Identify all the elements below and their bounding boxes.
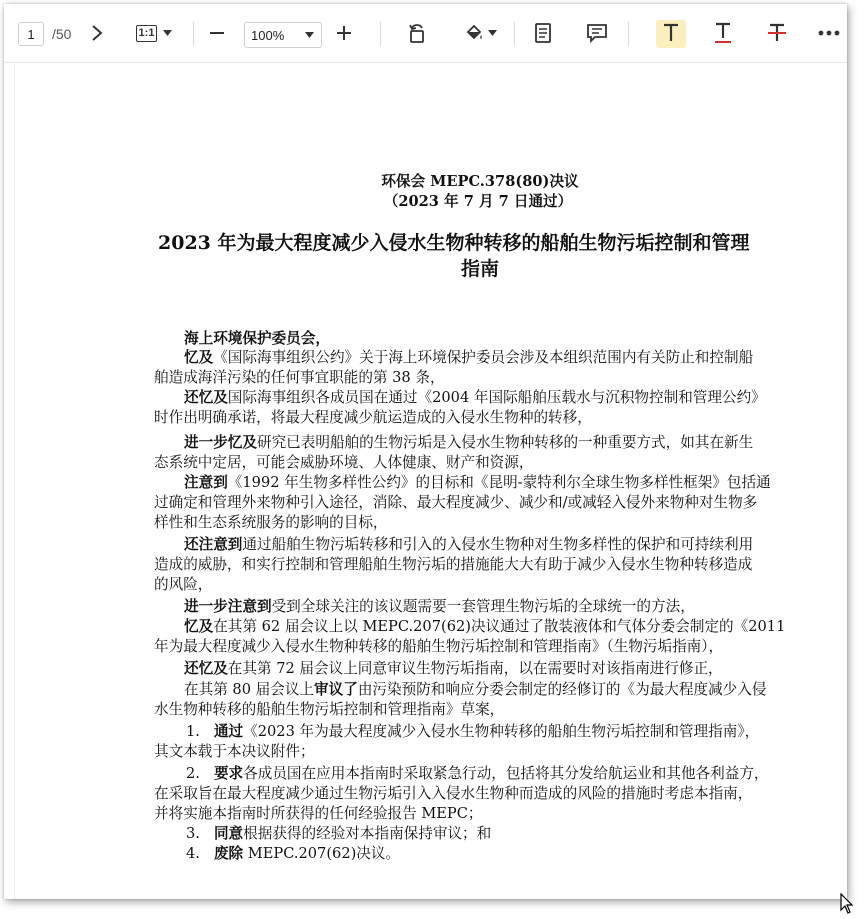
paragraph-line: 舶造成海洋污染的任何事宜职能的第 38 条，	[154, 369, 445, 386]
paragraph-lead: 忆及	[184, 618, 214, 635]
item-number: 3.	[186, 825, 200, 842]
numbered-item	[186, 764, 769, 784]
document-title: 2023 年为最大程度减少入侵水生物种转移的船舶生物污垢控制和管理	[158, 232, 750, 254]
numbered-item	[186, 844, 400, 864]
paragraph-line	[184, 473, 771, 493]
item-lead: 要求	[213, 765, 244, 782]
paragraph-lead: 审议了	[314, 681, 358, 698]
divider	[628, 22, 629, 46]
resolution-number: 环保会 MEPC.378(80)决议	[381, 173, 579, 190]
comment-icon[interactable]	[584, 18, 610, 48]
divider	[380, 22, 381, 46]
mouse-cursor-icon	[840, 893, 856, 915]
document-title-line2: 指南	[460, 258, 499, 280]
item-number: 2.	[186, 765, 200, 782]
zoom-value: 100%	[251, 27, 285, 43]
highlight-text-icon[interactable]	[658, 18, 684, 48]
paragraph-lead: 进一步注意到	[184, 598, 272, 615]
divider	[193, 22, 194, 46]
chevron-down-icon	[305, 32, 314, 38]
zoom-in-icon[interactable]	[331, 18, 357, 48]
more-icon[interactable]	[816, 18, 842, 48]
paragraph-lead: 还忆及	[184, 660, 228, 677]
zoom-select[interactable]	[244, 22, 322, 48]
toolbar	[4, 4, 847, 63]
fill-color-dropdown[interactable]	[458, 18, 502, 48]
paragraph-line	[184, 433, 753, 453]
underline-text-icon[interactable]	[710, 18, 736, 48]
paragraph-text: 在其第 80 届会议上	[184, 681, 315, 698]
paragraph-line	[184, 535, 753, 555]
paragraph-line: 其文本载于本决议附件；	[154, 743, 315, 760]
item-text: 根据获得的经验对本指南保持审议；和	[243, 825, 492, 842]
paragraph-line: 过确定和管理外来物种引入途径，消除、最大程度减少、减少和/或减轻入侵外来物种对生物多	[154, 494, 758, 511]
paragraph-line: 时作出明确承诺，将最大程度减少航运造成的入侵水生物种的转移，	[154, 409, 592, 426]
paragraph-line: 造成的威胁，和实行控制和管理船舶生物污垢的措施能大大有助于减少入侵水生物种转移造成	[154, 556, 753, 573]
rotate-icon[interactable]	[404, 18, 430, 48]
paragraph-line	[184, 348, 753, 368]
paragraph-lead: 忆及	[184, 349, 214, 366]
paragraph-line: 态系统中定居，可能会威胁环境、人体健康、财产和资源，	[154, 454, 534, 471]
page-total: /50	[52, 26, 72, 42]
numbered-item	[186, 722, 759, 742]
paragraph-text: 在其第 62 届会议上以 MEPC.207(62)决议通过了散装液体和气体分委会制定的《2011	[213, 618, 786, 635]
item-text: 《2023 年为最大程度减少入侵水生物种转移的船舶生物污垢控制和管理指南》，	[243, 723, 760, 740]
item-lead: 废除	[213, 845, 244, 862]
paragraph-line: 并将实施本指南时所获得的任何经验报告 MEPC；	[154, 805, 483, 822]
paragraph-line	[184, 680, 766, 700]
paragraph-line: 样性和生态系统服务的影响的目标，	[154, 514, 388, 531]
fill-color-icon	[464, 22, 484, 44]
fit-page-dropdown[interactable]	[128, 18, 180, 48]
paragraph-lead: 还注意到	[184, 536, 243, 553]
paragraph-lead: 还忆及	[184, 389, 228, 406]
paragraph-line	[184, 659, 723, 679]
paragraph-text: 国际海事组织各成员国在通过《2004 年国际船舶压载水与沉积物控制和管理公约》	[227, 389, 766, 406]
strikethrough-text-icon[interactable]	[764, 18, 790, 48]
paragraph-line: 在采取旨在最大程度减少通过生物污垢引入入侵水生物种而造成的风险的措施时考虑本指南，	[154, 785, 753, 802]
adoption-date: （2023 年 7 月 7 日通过）	[383, 193, 573, 210]
item-lead: 同意	[213, 825, 244, 842]
item-lead: 通过	[213, 723, 244, 740]
paragraph-text: 由污染预防和响应分委会制定的经修订的《为最大程度减少入侵	[357, 681, 767, 698]
paragraph-text: 研究已表明船舶的生物污垢是入侵水生物种转移的一种重要方式，如其在新生	[256, 434, 754, 451]
paragraph-text: 在其第 72 届会议上同意审议生物污垢指南，以在需要时对该指南进行修正，	[227, 660, 723, 677]
item-number: 1.	[186, 723, 200, 740]
paragraph-line	[184, 597, 695, 617]
pdf-viewer-window	[4, 4, 847, 899]
paragraph-text: 《国际海事组织公约》关于海上环境保护委员会涉及本组织范围内有关防止和控制船	[213, 349, 754, 366]
chevron-down-icon	[488, 30, 497, 36]
item-text: 各成员国在应用本指南时采取紧急行动，包括将其分发给航运业和其他各利益方，	[243, 765, 769, 782]
fit-page-icon: 1:1	[136, 25, 158, 42]
paragraph-text: 受到全球关注的该议题需要一套管理生物污垢的全球统一的方法，	[271, 598, 695, 615]
page-number-input[interactable]: 1	[18, 22, 44, 46]
committee-label: 海上环境保护委员会，	[184, 330, 330, 347]
item-text: MEPC.207(62)决议。	[243, 845, 401, 862]
next-page-icon[interactable]	[84, 18, 110, 48]
paragraph-line: 水生物种转移的船舶生物污垢控制和管理指南》草案，	[154, 701, 505, 718]
item-number: 4.	[186, 845, 200, 862]
divider	[514, 22, 515, 46]
paragraph-line	[184, 617, 785, 637]
paragraph-lead: 进一步忆及	[184, 434, 257, 451]
paragraph-lead: 注意到	[184, 474, 228, 491]
paragraph-text: 《1992 年生物多样性公约》的目标和《昆明-蒙特利尔全球生物多样性框架》包括通	[227, 474, 771, 491]
chevron-down-icon	[163, 30, 172, 36]
paragraph-line: 年为最大程度减少入侵水生物种转移的船舶生物污垢控制和管理指南》（生物污垢指南），	[154, 638, 724, 655]
paragraph-text: 通过船舶生物污垢转移和引入的入侵水生物种对生物多样性的保护和可持续利用	[242, 536, 754, 553]
page-text-icon[interactable]	[530, 18, 556, 48]
zoom-out-icon[interactable]	[204, 18, 230, 48]
paragraph-line	[184, 388, 766, 408]
paragraph-line: 的风险，	[154, 576, 213, 593]
numbered-item	[186, 824, 491, 844]
